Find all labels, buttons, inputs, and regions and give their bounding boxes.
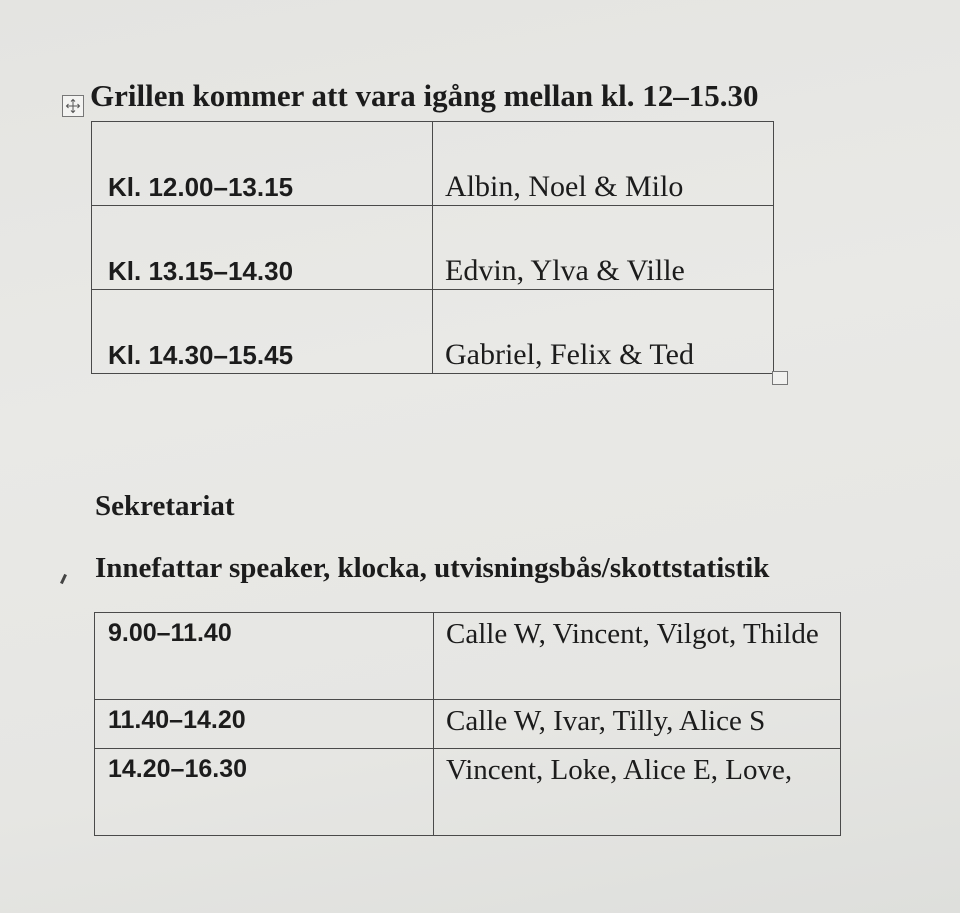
sekretariat-time-cell[interactable]: 14.20–16.30 xyxy=(95,749,434,836)
table-row xyxy=(92,206,774,290)
table-row xyxy=(92,122,774,206)
grill-time-cell[interactable]: Kl. 13.15–14.30 xyxy=(92,206,433,290)
grill-schedule-table xyxy=(91,121,774,374)
sekretariat-names-cell[interactable]: Calle W, Ivar, Tilly, Alice S xyxy=(434,700,841,749)
grill-names-cell[interactable]: Gabriel, Felix & Ted xyxy=(433,290,774,374)
sekretariat-time-cell[interactable]: 9.00–11.40 xyxy=(95,613,434,700)
table-resize-handle-icon[interactable] xyxy=(772,371,788,385)
sekretariat-names-cell[interactable]: Calle W, Vincent, Vilgot, Thilde xyxy=(434,613,841,700)
grill-names-cell[interactable]: Edvin, Ylva & Ville xyxy=(433,206,774,290)
grill-names-cell[interactable]: Albin, Noel & Milo xyxy=(433,122,774,206)
sekretariat-heading: Sekretariat xyxy=(95,490,235,522)
move-arrows-icon xyxy=(65,98,81,114)
sekretariat-time-cell[interactable]: 11.40–14.20 xyxy=(95,700,434,749)
grill-time-cell[interactable]: Kl. 12.00–13.15 xyxy=(92,122,433,206)
table-row xyxy=(95,749,841,836)
grill-time-cell[interactable]: Kl. 14.30–15.45 xyxy=(92,290,433,374)
stray-mark xyxy=(60,574,67,584)
sekretariat-subheading: Innefattar speaker, klocka, utvisningsbås/skottstatistik xyxy=(95,552,770,584)
sekretariat-schedule-table xyxy=(94,612,841,836)
table-row xyxy=(92,290,774,374)
table-row xyxy=(95,700,841,749)
sekretariat-names-cell[interactable]: Vincent, Loke, Alice E, Love, xyxy=(434,749,841,836)
table-row xyxy=(95,613,841,700)
table-move-handle-icon[interactable] xyxy=(62,95,84,117)
grill-heading: Grillen kommer att vara igång mellan kl. 12–15.30 xyxy=(90,78,759,113)
